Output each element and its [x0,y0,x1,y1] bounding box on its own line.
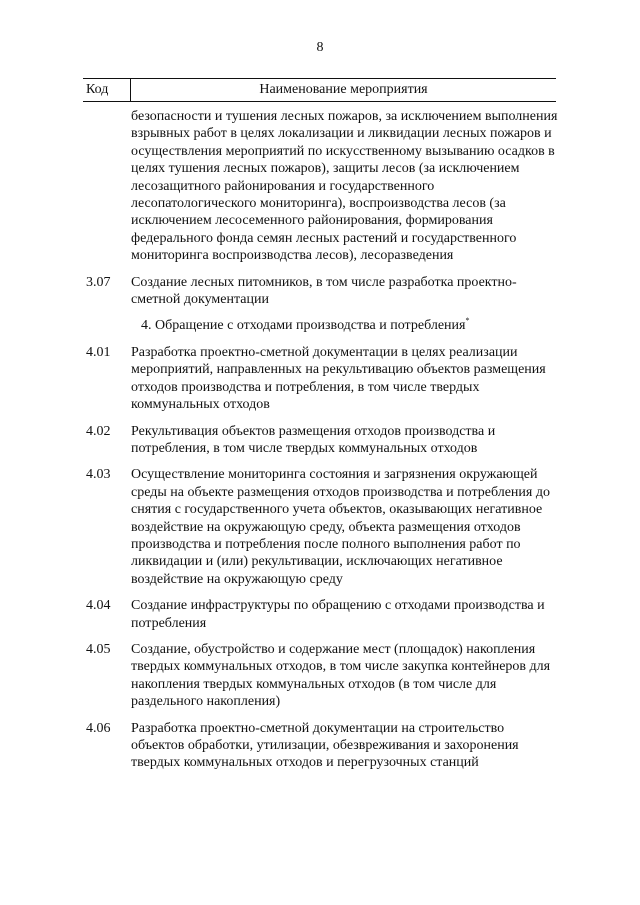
table-row [83,423,558,458]
row-code: 4.06 [86,720,111,736]
footnote-mark: * [465,316,470,326]
row-text: Рекультивация объектов размещения отходов производства и потребления, в том числе твердых коммунальных отходов [131,423,496,456]
code-column-header: Код [86,82,109,97]
row-code [83,108,131,265]
row-text: Создание лесных питомников, в том числе разработка проектно-сметной документации [131,274,517,308]
row-text: Осуществление мониторинга состояния и загрязнения окружающей среды на объекте размещения отходов производства и потребления до снятия с государственного учета объектов, оказывающих негативное воздействие на окружающую среду, объекта размещения отходов производства и потребления после полного выполнения работ по ликвидации и (или) рекультивации, исключающих негативное воздействие на окружающую среду [131,467,550,587]
name-column-header: Наименование мероприятия [259,82,428,97]
table-header [83,78,556,102]
row-text: Создание, обустройство и содержание мест (площадок) накопления твердых коммунальных отходов, в том числе закупка контейнеров для накопления твердых коммунальных отходов (в том числе для раздельного накопления) [131,641,551,710]
table-row [83,344,558,414]
table-row [83,597,558,632]
section-heading [83,317,558,334]
row-text: Создание инфраструктуры по обращению с отходами производства и потребления [131,598,545,631]
row-code: 4.05 [86,641,111,657]
table-row [83,108,558,265]
table-row [83,466,558,588]
row-code: 4.02 [86,423,111,439]
row-text-continuation: безопасности и тушения лесных пожаров, за исключением выполнения взрывных работ в целях локализации и ликвидации лесных пожаров и осуществления мероприятий по искусственному вызыванию осадков в целях тушения лесных пожаров), защиты лесов (за исключением лесозащитного районирования и государственного лесопатологического мониторинга), воспроизводства лесов (за исключением лесосеменного районирования, формирования федерального фонда семян лесных растений и государственного мониторинга воспроизводства лесов), лесоразведения [131,109,558,264]
row-code: 4.01 [86,344,111,360]
row-text: Разработка проектно-сметной документации в целях реализации мероприятий, направленных на рекультивацию объектов размещения отходов производства и потребления, в том числе твердых коммунальных отходов [131,344,546,413]
row-code: 4.04 [86,598,111,614]
row-text: Разработка проектно-сметной документации на строительство объектов обработки, утилизации, обезвреживания и захоронения твердых коммунальных отходов и перегрузочных станций [131,720,519,771]
table-row [83,641,558,711]
page-number: 8 [316,40,324,55]
row-code: 3.07 [86,274,111,290]
table-row [83,274,558,309]
table-row [83,720,558,772]
section-title: 4. Обращение с отходами производства и потребления [141,318,466,334]
row-code: 4.03 [86,467,111,483]
measures-table-body [83,108,558,772]
